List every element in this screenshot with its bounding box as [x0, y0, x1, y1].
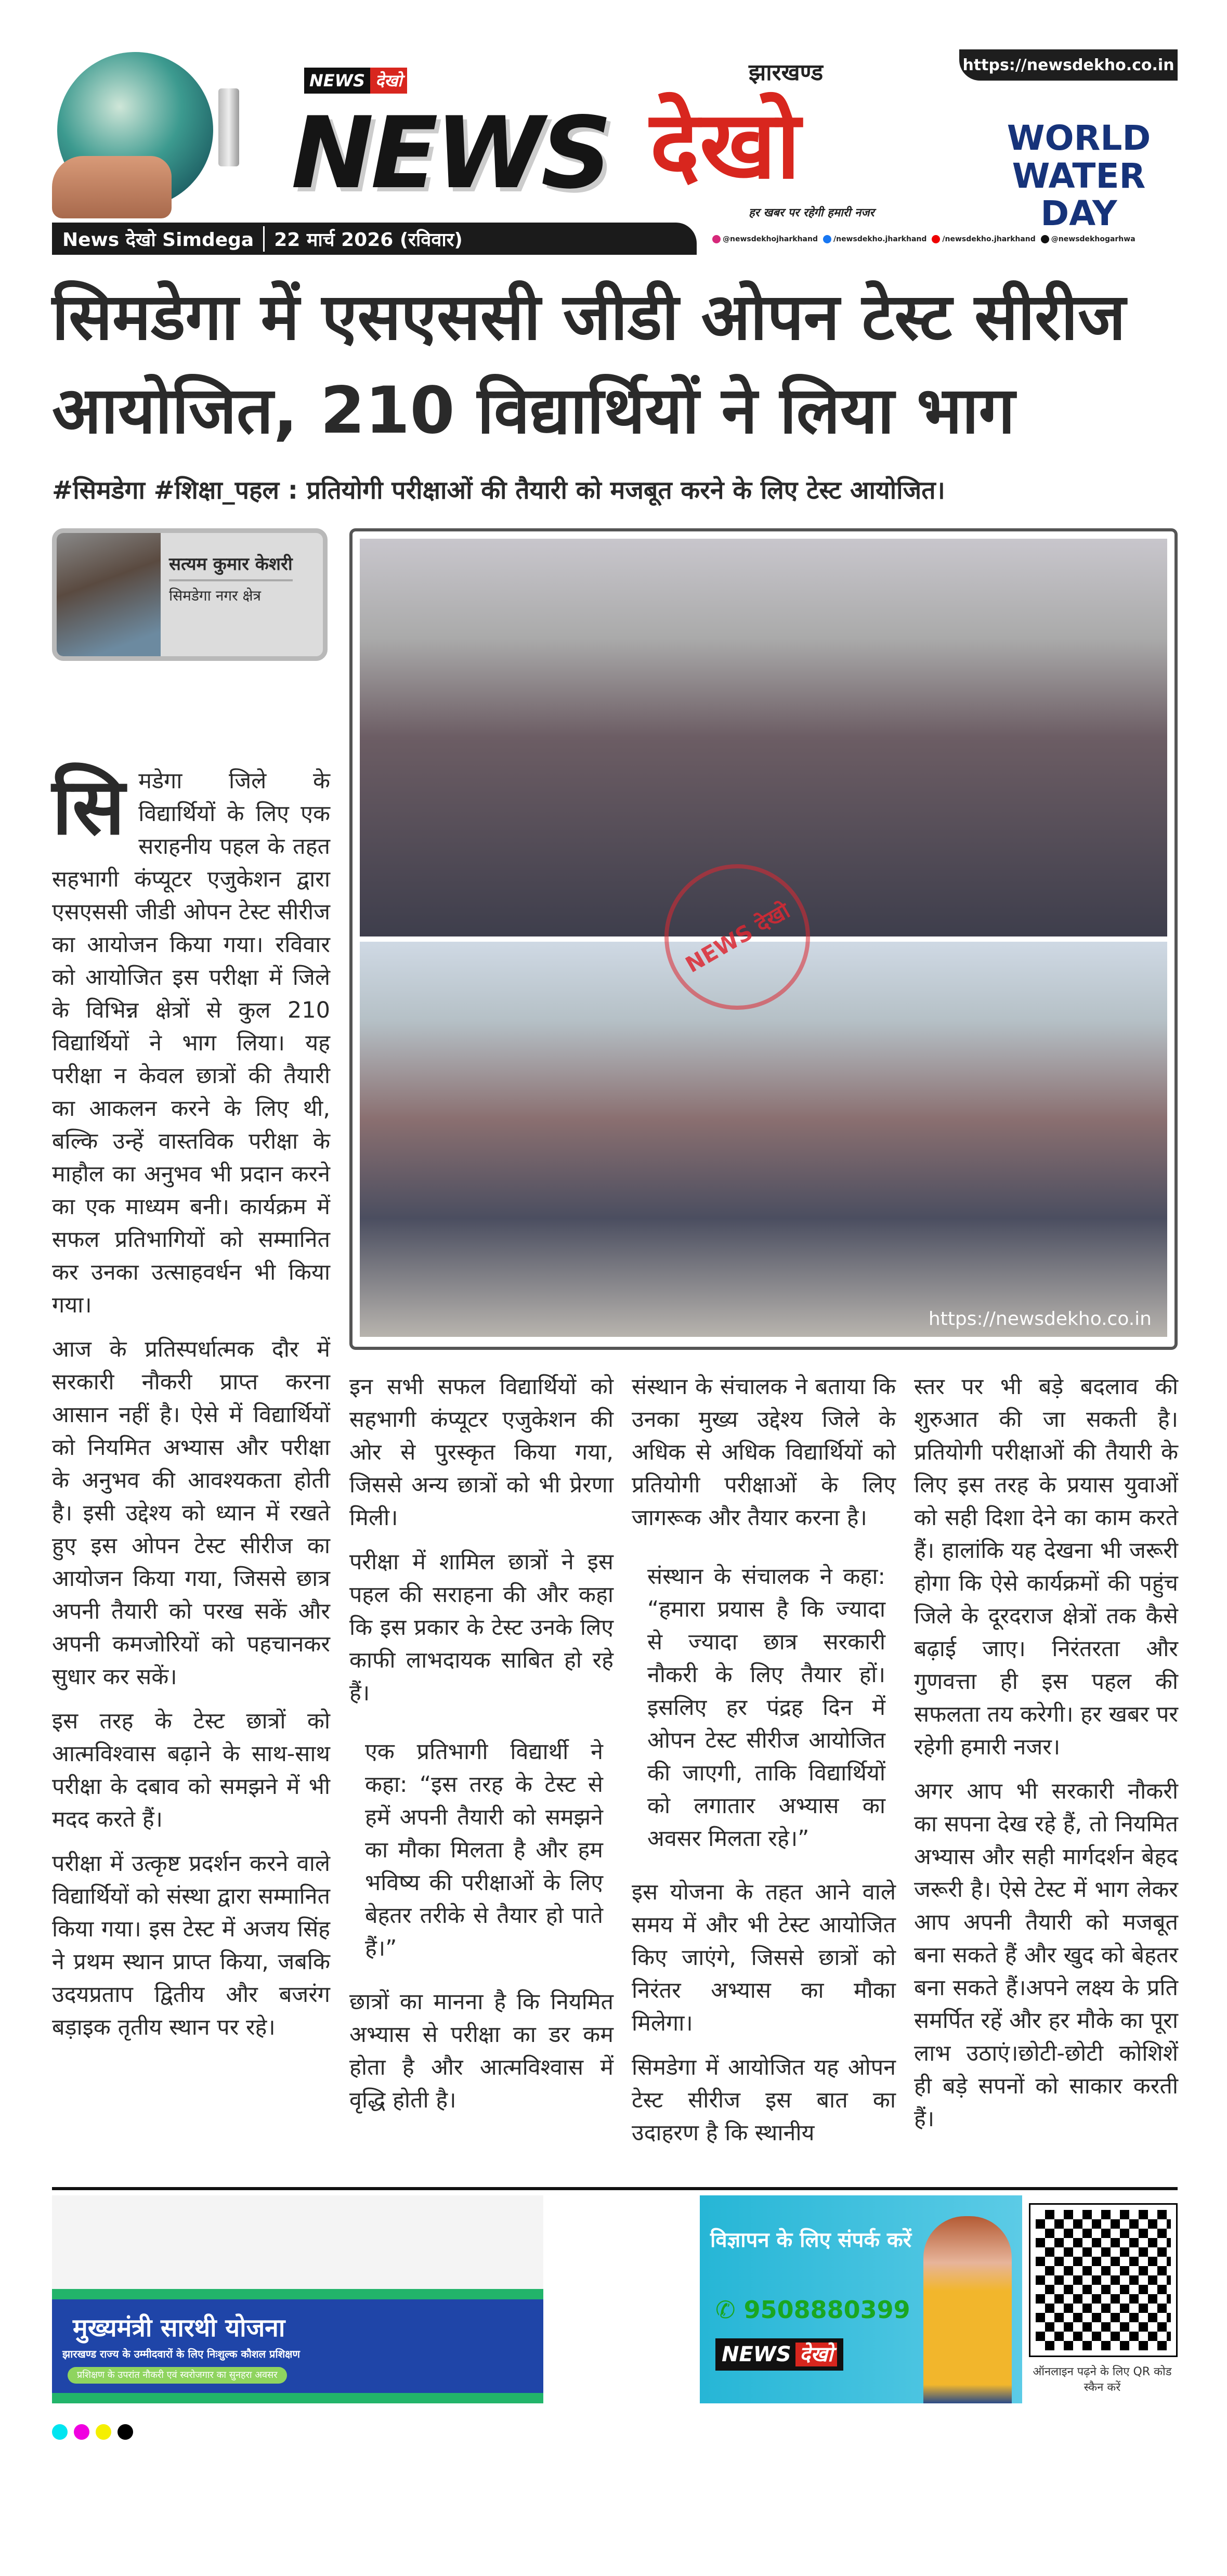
ad-logo-news: NEWS: [722, 2343, 791, 2366]
print-registration-marks: [52, 2424, 1178, 2440]
social-label: /newsdekho.jharkhand: [833, 235, 927, 243]
ad-contact-title: विज्ञापन के लिए संपर्क करें: [710, 2228, 912, 2252]
article-column-1: [52, 762, 330, 2044]
lower-columns: [349, 1371, 1178, 2161]
author-photo: [57, 533, 161, 656]
social-label: @newsdekhojharkhand: [723, 235, 818, 243]
newsdekho-stamp: NEWS देखो: [638, 838, 837, 1036]
author-area: सिमडेगा नगर क्षेत्र: [169, 587, 262, 604]
yellow-dot: [96, 2424, 111, 2440]
website-url[interactable]: https://newsdekho.co.in: [959, 49, 1178, 81]
ad-logo-dekho: देखो: [795, 2343, 837, 2366]
paragraph: अगर आप भी सरकारी नौकरी का सपना देख रहे हैं, तो नियमित अभ्यास और सही मार्गदर्शन बेहद जरूरी है। ऐसे टेस्ट में भाग लेकर आप अपनी तैयारी को मजबूत बना सकते हैं और खुद को बेहतर बना सकते हैं।अपने लक्ष्य के प्रति समर्पित रहें और हर मौके का पूरा लाभ उठाएं।छोटी-छोटी कोशिशें ही बड़े सपनों को साकार करती हैं।: [914, 1778, 1178, 2132]
article-column-2: [349, 1371, 614, 2161]
article: [52, 0, 1178, 2440]
paragraph: इस तरह के टेस्ट छात्रों को आत्मविश्वास बढ़ाने के साथ-साथ परीक्षा के दबाव को समझने में भी मदद करते हैं।: [52, 1708, 330, 1832]
whatsapp-icon: ✆: [715, 2296, 744, 2324]
phone-number: 9508880399: [743, 2296, 910, 2324]
article-column-3: [632, 1371, 896, 2161]
author-byline: [52, 528, 328, 661]
masthead-news: NEWS: [291, 96, 609, 211]
paragraph: संस्थान के संचालक ने बताया कि उनका मुख्य उद्देश्य जिले के अधिक से अधिक विद्यार्थियों को प्रतियोगी परीक्षाओं के लिए जागरूक और तैयार करना है।: [632, 1374, 896, 1531]
ads-row: [52, 2195, 1178, 2414]
social-label: @newsdekhogarhwa: [1051, 235, 1135, 243]
paragraph: सिमडेगा में आयोजित यह ओपन टेस्ट सीरीज इस बात का उदाहरण है कि स्थानीय: [632, 2054, 896, 2146]
world-water-day: WORLD WATER DAY: [1007, 118, 1151, 234]
cyan-dot: [52, 2424, 68, 2440]
ad-logo: [715, 2338, 843, 2371]
left-column: [52, 528, 330, 2055]
quote: एक प्रतिभागी विद्यार्थी ने कहा: “इस तरह के टेस्ट से हमें अपनी तैयारी को समझने का मौका मिलता है और हम भविष्य की परीक्षाओं के लिए बेहतर तरीके से तैयार हो पाते हैं।”: [365, 1739, 603, 1961]
masthead-dekho: देखो: [650, 91, 801, 200]
paragraph: आज के प्रतिस्पर्धात्मक दौर में सरकारी नौकरी प्राप्त करना आसान नहीं है। ऐसे में विद्यार्थियों को नियमित अभ्यास और परीक्षा के अनुभव की आवश्यकता होती है। इसी उद्देश्य को ध्यान में रखते हुए इस ओपन टेस्ट सीरीज का आयोजन किया गया, जिससे छात्र अपनी तैयारी को परख सकें और अपनी कमजोरियों को पहचानकर सुधार कर सकें।: [52, 1336, 330, 1690]
social-label: /newsdekho.jharkhand: [942, 235, 1036, 243]
saarthi-yojana-ad[interactable]: [52, 2195, 543, 2403]
right-area: [349, 528, 1178, 2161]
model-image: [923, 2216, 1012, 2403]
paragraph: परीक्षा में उत्कृष्ट प्रदर्शन करने वाले विद्यार्थियों को संस्था द्वारा सम्मानित किया गया। इस टेस्ट में अजय सिंह ने प्रथम स्थान प्राप्त किया, जबकि उदयप्रताप द्वितीय और बजरंग बड़ाइक तृतीय स्थान पर रहे।: [52, 1851, 330, 2040]
masthead-tagline: हर खबर पर रहेगी हमारी नजर: [749, 206, 874, 219]
mini-logo-dekho: देखो: [370, 68, 407, 94]
black-dot: [118, 2424, 133, 2440]
edition-date: 22 मार्च 2026 (रविवार): [263, 226, 463, 252]
qr-code[interactable]: [1030, 2205, 1176, 2356]
photo-frame: [349, 528, 1178, 1350]
advertise-contact-ad[interactable]: [700, 2195, 1022, 2403]
ad-title: मुख्यमंत्री सारथी योजना: [73, 2313, 285, 2343]
subheadline: #सिमडेगा #शिक्षा_पहल : प्रतियोगी परीक्षाओं की तैयारी को मजबूत करने के लिए टेस्ट आयोजित।: [52, 476, 945, 505]
qr-caption: ऑनलाइन पढ़ने के लिए QR कोड स्कैन करें: [1033, 2365, 1172, 2394]
masthead-region: झारखण्ड: [749, 59, 824, 86]
footer-divider: [52, 2187, 1178, 2190]
whatsapp-phone[interactable]: [715, 2294, 910, 2325]
quote: संस्थान के संचालक ने कहा: “हमारा प्रयास है कि ज्यादा से ज्यादा छात्र सरकारी नौकरी के लिए तैयार हों। इसलिए हर पंद्रह दिन में ओपन टेस्ट सीरीज आयोजित की जाएगी, ताकि विद्यार्थियों को लगातार अभ्यास का अवसर मिलता रहे।”: [647, 1564, 885, 1852]
paragraph: परीक्षा में शामिल छात्रों ने इस पहल की सराहना की और कहा कि इस प्रकार के टेस्ट उनके लिए काफी लाभदायक साबित हो रहे हैं।: [349, 1549, 614, 1706]
magenta-dot: [74, 2424, 89, 2440]
paragraph: स्तर पर भी बड़े बदलाव की शुरुआत की जा सकती है। प्रतियोगी परीक्षाओं की तैयारी के लिए इस तरह के प्रयास युवाओं को सही दिशा देने का काम करते हैं। हालांकि यह देखना भी जरूरी होगा कि ऐसे कार्यक्रमों की पहुंच जिले के दूरदराज क्षेत्रों तक कैसे बढ़ाई जाए। निरंतरता और गुणवत्ता ही इस पहल की सफलता तय करेगी। हर खबर पर रहेगी हमारी नजर।: [914, 1374, 1178, 1760]
edition-name: News देखो Simdega: [62, 229, 254, 251]
drop-cap: सि: [52, 762, 125, 852]
author-name: सत्यम कुमार केशरी: [169, 554, 293, 581]
ad-subtitle: झारखण्ड राज्य के उम्मीदवारों के लिए निःशुल्क कौशल प्रशिक्षण: [62, 2348, 300, 2360]
footer: [52, 2187, 1178, 2440]
paragraph: इस योजना के तहत आने वाले समय में और भी टेस्ट आयोजित किए जाएंगे, जिससे छात्रों को निरंतर अभ्यास का मौका मिलेगा।: [632, 1879, 896, 2036]
article-body: [52, 528, 1178, 2161]
mini-logo-news: NEWS: [304, 68, 370, 94]
photo-watermark: https://newsdekho.co.in: [928, 1308, 1152, 1330]
article-column-4: [914, 1371, 1178, 2161]
ad-pill: प्रशिक्षण के उपरांत नौकरी एवं स्वरोजगार का सुनहरा अवसर: [68, 2367, 287, 2384]
headline: सिमडेगा में एसएससी जीडी ओपन टेस्ट सीरीज आयोजित, 210 विद्यार्थियों ने लिया भाग: [52, 280, 1126, 448]
paragraph: छात्रों का मानना है कि नियमित अभ्यास से परीक्षा का डर कम होता है और आत्मविश्वास में वृद्धि होती है।: [349, 1989, 614, 2113]
paragraph: इन सभी सफल विद्यार्थियों को सहभागी कंप्यूटर एजुकेशन की ओर से पुरस्कृत किया गया, जिससे अन्य छात्रों को भी प्रेरणा मिली।: [349, 1374, 614, 1531]
paragraph: मडेगा जिले के विद्यार्थियों के लिए एक सराहनीय पहल के तहत सहभागी कंप्यूटर एजुकेशन द्वारा एसएससी जीडी ओपन टेस्ट सीरीज का आयोजन किया गया। रविवार को आयोजित इस परीक्षा में जिले के विभिन्न क्षेत्रों से कुल 210 विद्यार्थियों ने भाग लिया। यह परीक्षा न केवल छात्रों की तैयारी का आकलन करने के लिए थी, बल्कि उन्हें वास्तविक परीक्षा के माहौल का अनुभव भी प्रदान करने का एक माध्यम बनी। कार्यक्रम में सफल प्रतिभागियों को सम्मानित कर उनका उत्साहवर्धन भी किया गया।: [52, 768, 330, 1318]
